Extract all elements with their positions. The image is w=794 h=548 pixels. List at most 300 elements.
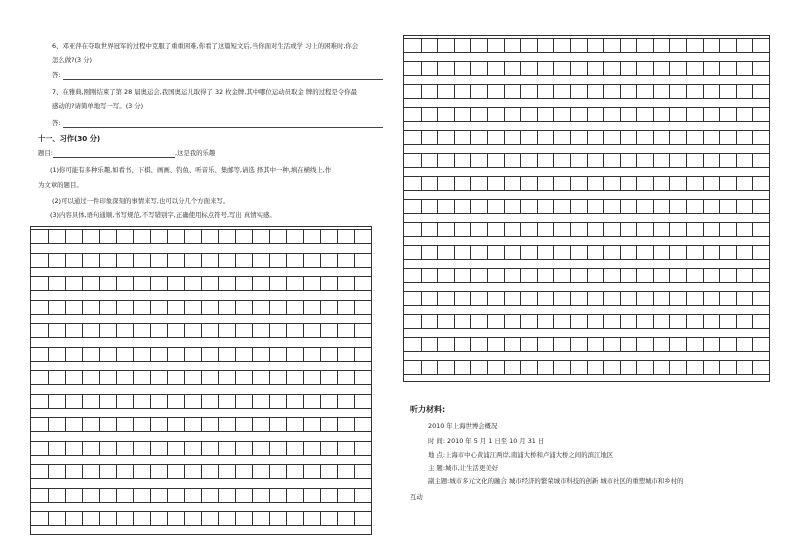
grid-cell-divider xyxy=(320,277,321,290)
grid-cell-divider xyxy=(553,131,554,144)
grid-cell-divider xyxy=(99,418,100,431)
topic-blank[interactable] xyxy=(53,150,175,158)
grid-cell-divider xyxy=(354,301,355,314)
grid-row xyxy=(404,130,769,145)
grid-cell-divider xyxy=(421,62,422,75)
grid-cell-divider xyxy=(537,292,538,305)
grid-cell-divider xyxy=(303,418,304,431)
grid-cell-divider xyxy=(553,39,554,52)
grid-cell-divider xyxy=(235,277,236,290)
grid-cell-divider xyxy=(553,177,554,190)
grid-cell-divider xyxy=(504,154,505,167)
grid-cell-divider xyxy=(653,269,654,282)
expo-place: 地 点:上海市中心黄浦江两岸,南浦大桥和卢浦大桥之间的滨江地区 xyxy=(428,451,614,459)
grid-cell-divider xyxy=(669,223,670,236)
grid-cell-divider xyxy=(252,465,253,478)
grid-cell-divider xyxy=(587,223,588,236)
grid-cell-divider xyxy=(653,108,654,121)
grid-row xyxy=(31,300,371,315)
grid-cell-divider xyxy=(736,361,737,374)
grid-cell-divider xyxy=(537,85,538,98)
grid-cell-divider xyxy=(653,85,654,98)
grid-cell-divider xyxy=(218,418,219,431)
grid-cell-divider xyxy=(218,442,219,455)
grid-cell-divider xyxy=(235,230,236,243)
grid-cell-divider xyxy=(48,371,49,384)
grid-cell-divider xyxy=(269,324,270,337)
grid-cell-divider xyxy=(587,200,588,213)
grid-cell-divider xyxy=(669,361,670,374)
grid-cell-divider xyxy=(65,395,66,408)
grid-cell-divider xyxy=(99,442,100,455)
grid-cell-divider xyxy=(653,131,654,144)
grid-cell-divider xyxy=(454,292,455,305)
grid-cell-divider xyxy=(133,489,134,502)
grid-cell-divider xyxy=(570,108,571,121)
grid-cell-divider xyxy=(719,269,720,282)
grid-cell-divider xyxy=(537,108,538,121)
grid-cell-divider xyxy=(570,200,571,213)
grid-cell-divider xyxy=(603,223,604,236)
grid-cell-divider xyxy=(437,154,438,167)
grid-cell-divider xyxy=(337,512,338,525)
grid-cell-divider xyxy=(303,465,304,478)
grid-cell-divider xyxy=(252,277,253,290)
grid-cell-divider xyxy=(320,465,321,478)
grid-cell-divider xyxy=(752,361,753,374)
grid-cell-divider xyxy=(454,315,455,328)
grid-cell-divider xyxy=(669,131,670,144)
grid-cell-divider xyxy=(620,85,621,98)
grid-cell-divider xyxy=(487,177,488,190)
grid-cell-divider xyxy=(553,85,554,98)
grid-cell-divider xyxy=(99,301,100,314)
grid-cell-divider xyxy=(252,442,253,455)
grid-cell-divider xyxy=(133,230,134,243)
grid-cell-divider xyxy=(184,324,185,337)
grid-cell-divider xyxy=(669,177,670,190)
grid-cell-divider xyxy=(570,62,571,75)
grid-cell-divider xyxy=(421,154,422,167)
grid-cell-divider xyxy=(620,315,621,328)
grid-cell-divider xyxy=(752,131,753,144)
grid-cell-divider xyxy=(99,324,100,337)
grid-cell-divider xyxy=(487,85,488,98)
grid-cell-divider xyxy=(636,62,637,75)
grid-cell-divider xyxy=(553,361,554,374)
grid-cell-divider xyxy=(752,223,753,236)
grid-cell-divider xyxy=(201,512,202,525)
grid-cell-divider xyxy=(354,418,355,431)
grid-cell-divider xyxy=(537,200,538,213)
grid-cell-divider xyxy=(603,108,604,121)
grid-cell-divider xyxy=(303,324,304,337)
grid-cell-divider xyxy=(669,292,670,305)
grid-cell-divider xyxy=(184,395,185,408)
grid-cell-divider xyxy=(82,230,83,243)
grid-cell-divider xyxy=(504,361,505,374)
grid-cell-divider xyxy=(719,246,720,259)
grid-cell-divider xyxy=(286,512,287,525)
grid-cell-divider xyxy=(487,246,488,259)
grid-cell-divider xyxy=(201,465,202,478)
grid-cell-divider xyxy=(252,324,253,337)
grid-cell-divider xyxy=(437,269,438,282)
grid-cell-divider xyxy=(65,465,66,478)
grid-cell-divider xyxy=(553,200,554,213)
grid-cell-divider xyxy=(736,338,737,351)
grid-cell-divider xyxy=(337,489,338,502)
grid-row xyxy=(31,370,371,385)
grid-cell-divider xyxy=(603,131,604,144)
grid-cell-divider xyxy=(167,254,168,267)
grid-cell-divider xyxy=(636,223,637,236)
grid-cell-divider xyxy=(82,277,83,290)
grid-cell-divider xyxy=(167,371,168,384)
grid-cell-divider xyxy=(570,361,571,374)
grid-cell-divider xyxy=(669,108,670,121)
grid-cell-divider xyxy=(269,348,270,361)
grid-row xyxy=(31,441,371,456)
grid-cell-divider xyxy=(133,442,134,455)
grid-cell-divider xyxy=(587,85,588,98)
grid-cell-divider xyxy=(504,223,505,236)
grid-cell-divider xyxy=(736,246,737,259)
grid-cell-divider xyxy=(686,177,687,190)
grid-cell-divider xyxy=(150,371,151,384)
grid-cell-divider xyxy=(320,254,321,267)
grid-cell-divider xyxy=(354,395,355,408)
expo-subtheme-cont: 互动 xyxy=(410,493,423,501)
grid-cell-divider xyxy=(636,361,637,374)
grid-cell-divider xyxy=(184,230,185,243)
grid-cell-divider xyxy=(636,85,637,98)
grid-cell-divider xyxy=(184,442,185,455)
grid-cell-divider xyxy=(686,62,687,75)
grid-cell-divider xyxy=(167,395,168,408)
grid-cell-divider xyxy=(48,395,49,408)
grid-cell-divider xyxy=(537,131,538,144)
grid-cell-divider xyxy=(65,442,66,455)
grid-cell-divider xyxy=(752,200,753,213)
grid-row xyxy=(404,360,769,375)
grid-cell-divider xyxy=(752,246,753,259)
grid-cell-divider xyxy=(686,131,687,144)
grid-cell-divider xyxy=(603,361,604,374)
grid-cell-divider xyxy=(150,348,151,361)
grid-cell-divider xyxy=(116,512,117,525)
grid-cell-divider xyxy=(252,418,253,431)
grid-cell-divider xyxy=(235,301,236,314)
grid-cell-divider xyxy=(286,254,287,267)
grid-cell-divider xyxy=(587,246,588,259)
grid-cell-divider xyxy=(703,338,704,351)
grid-cell-divider xyxy=(82,324,83,337)
grid-cell-divider xyxy=(669,85,670,98)
grid-cell-divider xyxy=(116,371,117,384)
grid-cell-divider xyxy=(150,465,151,478)
grid-cell-divider xyxy=(235,465,236,478)
grid-cell-divider xyxy=(354,324,355,337)
grid-row xyxy=(404,199,769,214)
grid-cell-divider xyxy=(354,442,355,455)
grid-cell-divider xyxy=(504,338,505,351)
grid-cell-divider xyxy=(320,512,321,525)
grid-row xyxy=(31,276,371,291)
grid-cell-divider xyxy=(252,489,253,502)
grid-cell-divider xyxy=(620,200,621,213)
req2: (2)可以通过一件印象深刻的事情来写,也可以分几个方面来写。 xyxy=(52,197,230,205)
grid-cell-divider xyxy=(252,230,253,243)
grid-cell-divider xyxy=(286,442,287,455)
grid-cell-divider xyxy=(150,301,151,314)
section-title: 十一、习作(30 分) xyxy=(38,134,101,143)
grid-cell-divider xyxy=(354,512,355,525)
grid-cell-divider xyxy=(636,338,637,351)
grid-cell-divider xyxy=(686,269,687,282)
grid-cell-divider xyxy=(603,39,604,52)
grid-cell-divider xyxy=(337,230,338,243)
grid-cell-divider xyxy=(320,230,321,243)
grid-cell-divider xyxy=(719,223,720,236)
grid-cell-divider xyxy=(620,223,621,236)
grid-cell-divider xyxy=(636,177,637,190)
grid-cell-divider xyxy=(150,230,151,243)
grid-cell-divider xyxy=(470,315,471,328)
grid-cell-divider xyxy=(487,223,488,236)
grid-cell-divider xyxy=(167,348,168,361)
grid-cell-divider xyxy=(703,108,704,121)
grid-cell-divider xyxy=(570,315,571,328)
grid-cell-divider xyxy=(752,85,753,98)
grid-cell-divider xyxy=(235,418,236,431)
grid-cell-divider xyxy=(487,200,488,213)
grid-cell-divider xyxy=(116,277,117,290)
q6-answer-line[interactable] xyxy=(63,79,383,80)
grid-cell-divider xyxy=(520,62,521,75)
grid-cell-divider xyxy=(669,39,670,52)
grid-cell-divider xyxy=(603,246,604,259)
listening-title: 听力材料: xyxy=(410,405,446,414)
grid-cell-divider xyxy=(537,315,538,328)
grid-cell-divider xyxy=(752,269,753,282)
grid-cell-divider xyxy=(354,277,355,290)
grid-cell-divider xyxy=(421,292,422,305)
grid-cell-divider xyxy=(337,465,338,478)
writing-grid-left[interactable] xyxy=(30,226,372,535)
grid-cell-divider xyxy=(303,277,304,290)
grid-cell-divider xyxy=(703,269,704,282)
grid-cell-divider xyxy=(487,154,488,167)
grid-cell-divider xyxy=(269,277,270,290)
grid-cell-divider xyxy=(303,442,304,455)
grid-cell-divider xyxy=(252,371,253,384)
grid-cell-divider xyxy=(437,177,438,190)
q6-line2: 怎么做?(3 分) xyxy=(52,56,93,64)
grid-cell-divider xyxy=(99,465,100,478)
grid-cell-divider xyxy=(235,371,236,384)
grid-cell-divider xyxy=(587,177,588,190)
grid-cell-divider xyxy=(537,338,538,351)
grid-cell-divider xyxy=(487,108,488,121)
grid-cell-divider xyxy=(537,361,538,374)
grid-cell-divider xyxy=(167,230,168,243)
grid-cell-divider xyxy=(537,39,538,52)
grid-cell-divider xyxy=(421,223,422,236)
grid-row xyxy=(404,222,769,237)
grid-cell-divider xyxy=(620,62,621,75)
grid-cell-divider xyxy=(235,324,236,337)
grid-cell-divider xyxy=(320,442,321,455)
grid-cell-divider xyxy=(150,324,151,337)
grid-cell-divider xyxy=(218,371,219,384)
grid-cell-divider xyxy=(487,361,488,374)
grid-cell-divider xyxy=(587,338,588,351)
grid-cell-divider xyxy=(82,348,83,361)
grid-cell-divider xyxy=(752,338,753,351)
grid-cell-divider xyxy=(603,200,604,213)
grid-cell-divider xyxy=(184,371,185,384)
grid-row xyxy=(404,153,769,168)
grid-cell-divider xyxy=(736,315,737,328)
q7-answer-line[interactable] xyxy=(63,127,383,128)
grid-cell-divider xyxy=(48,512,49,525)
topic-suffix: ,这是我的乐趣 xyxy=(174,149,216,157)
grid-cell-divider xyxy=(570,246,571,259)
grid-cell-divider xyxy=(133,395,134,408)
grid-cell-divider xyxy=(184,348,185,361)
grid-row xyxy=(404,61,769,76)
grid-cell-divider xyxy=(653,62,654,75)
grid-row xyxy=(31,488,371,503)
grid-cell-divider xyxy=(703,361,704,374)
grid-cell-divider xyxy=(218,301,219,314)
grid-cell-divider xyxy=(82,442,83,455)
grid-cell-divider xyxy=(669,246,670,259)
grid-cell-divider xyxy=(570,177,571,190)
grid-cell-divider xyxy=(150,418,151,431)
grid-cell-divider xyxy=(99,277,100,290)
grid-cell-divider xyxy=(303,512,304,525)
grid-cell-divider xyxy=(719,62,720,75)
grid-cell-divider xyxy=(99,371,100,384)
grid-cell-divider xyxy=(603,85,604,98)
grid-cell-divider xyxy=(303,489,304,502)
grid-cell-divider xyxy=(184,277,185,290)
grid-cell-divider xyxy=(99,348,100,361)
grid-cell-divider xyxy=(520,269,521,282)
grid-cell-divider xyxy=(337,348,338,361)
grid-cell-divider xyxy=(636,315,637,328)
grid-cell-divider xyxy=(703,177,704,190)
grid-cell-divider xyxy=(354,489,355,502)
grid-cell-divider xyxy=(48,442,49,455)
grid-cell-divider xyxy=(653,361,654,374)
grid-cell-divider xyxy=(218,465,219,478)
grid-cell-divider xyxy=(116,489,117,502)
grid-cell-divider xyxy=(269,418,270,431)
grid-cell-divider xyxy=(167,418,168,431)
grid-cell-divider xyxy=(620,39,621,52)
grid-cell-divider xyxy=(620,177,621,190)
grid-cell-divider xyxy=(218,230,219,243)
grid-cell-divider xyxy=(421,85,422,98)
grid-cell-divider xyxy=(82,301,83,314)
grid-cell-divider xyxy=(150,254,151,267)
grid-cell-divider xyxy=(537,62,538,75)
grid-cell-divider xyxy=(337,277,338,290)
grid-cell-divider xyxy=(184,489,185,502)
grid-cell-divider xyxy=(269,442,270,455)
grid-cell-divider xyxy=(133,418,134,431)
grid-cell-divider xyxy=(736,131,737,144)
grid-cell-divider xyxy=(620,131,621,144)
grid-cell-divider xyxy=(504,246,505,259)
grid-cell-divider xyxy=(48,230,49,243)
grid-cell-divider xyxy=(421,361,422,374)
grid-cell-divider xyxy=(636,108,637,121)
grid-cell-divider xyxy=(437,292,438,305)
grid-cell-divider xyxy=(116,254,117,267)
grid-cell-divider xyxy=(99,230,100,243)
grid-cell-divider xyxy=(686,200,687,213)
grid-cell-divider xyxy=(454,361,455,374)
grid-cell-divider xyxy=(653,246,654,259)
grid-cell-divider xyxy=(470,108,471,121)
grid-cell-divider xyxy=(570,269,571,282)
grid-cell-divider xyxy=(470,131,471,144)
grid-cell-divider xyxy=(653,223,654,236)
grid-cell-divider xyxy=(437,246,438,259)
grid-row xyxy=(31,417,371,432)
grid-cell-divider xyxy=(201,442,202,455)
grid-cell-divider xyxy=(470,177,471,190)
q7-line1: 7、在雅典,刚刚结束了第 28 届奥运会,我国奥运儿取得了 32 枚金牌,其中哪位运动员取金 牌的过程是令你最 xyxy=(52,88,357,96)
grid-cell-divider xyxy=(184,418,185,431)
grid-cell-divider xyxy=(167,442,168,455)
grid-cell-divider xyxy=(736,62,737,75)
grid-cell-divider xyxy=(703,200,704,213)
writing-grid-right[interactable] xyxy=(403,35,770,382)
grid-cell-divider xyxy=(303,230,304,243)
grid-cell-divider xyxy=(421,269,422,282)
grid-cell-divider xyxy=(421,131,422,144)
grid-cell-divider xyxy=(653,338,654,351)
grid-cell-divider xyxy=(603,315,604,328)
grid-cell-divider xyxy=(437,62,438,75)
grid-cell-divider xyxy=(703,62,704,75)
grid-cell-divider xyxy=(48,489,49,502)
grid-cell-divider xyxy=(553,108,554,121)
grid-cell-divider xyxy=(65,489,66,502)
grid-cell-divider xyxy=(487,39,488,52)
grid-row xyxy=(404,291,769,306)
grid-cell-divider xyxy=(437,361,438,374)
grid-cell-divider xyxy=(167,512,168,525)
grid-cell-divider xyxy=(454,85,455,98)
grid-cell-divider xyxy=(636,269,637,282)
grid-cell-divider xyxy=(320,371,321,384)
grid-cell-divider xyxy=(470,62,471,75)
grid-cell-divider xyxy=(454,338,455,351)
grid-cell-divider xyxy=(570,131,571,144)
q7-line2: 感动的?请简单地写一写。(3 分) xyxy=(52,102,144,110)
grid-cell-divider xyxy=(99,512,100,525)
grid-cell-divider xyxy=(65,277,66,290)
grid-row xyxy=(31,323,371,338)
grid-cell-divider xyxy=(218,395,219,408)
grid-cell-divider xyxy=(686,315,687,328)
